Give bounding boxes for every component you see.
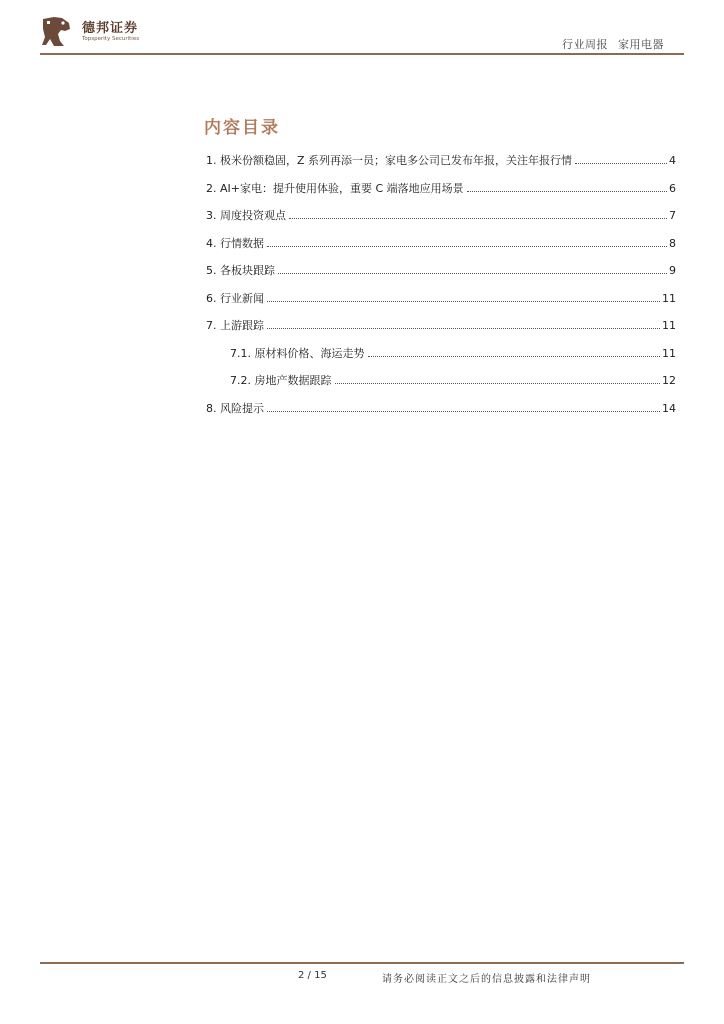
toc-entry-5[interactable] — [206, 262, 676, 290]
toc-entry-7[interactable] — [206, 317, 676, 345]
toc-entry-label: 5. 各板块跟踪 — [206, 264, 275, 277]
logo-company-name-en: Topsperity Securities — [82, 36, 140, 42]
toc-entry-4[interactable] — [206, 235, 676, 263]
dot-leader — [335, 383, 661, 384]
dot-leader — [267, 411, 660, 412]
toc-entry-label: 7. 上游跟踪 — [206, 319, 264, 332]
dot-leader — [278, 273, 667, 274]
toc-entry-6[interactable] — [206, 290, 676, 318]
toc-entry-page: 4 — [669, 154, 676, 167]
toc-entry-page: 8 — [669, 236, 676, 250]
page-indicator: 2 / 15 — [298, 970, 327, 981]
toc-entry-label: 7.1. 原材料价格、海运走势 — [230, 346, 365, 360]
toc-entry-page: 11 — [662, 291, 676, 305]
toc-entry-page: 11 — [662, 319, 676, 332]
toc-entry-7-1[interactable] — [206, 345, 676, 373]
dot-leader — [267, 246, 667, 247]
toc-entry-1[interactable] — [206, 152, 676, 180]
sector-name: 家用电器 — [618, 38, 664, 51]
dot-leader — [267, 301, 660, 302]
report-category — [562, 36, 664, 52]
toc-entry-page: 6 — [669, 181, 676, 195]
toc-entry-page: 11 — [662, 346, 676, 360]
table-of-contents — [206, 152, 676, 427]
toc-entry-label: 4. 行情数据 — [206, 236, 264, 250]
toc-entry-page: 12 — [662, 374, 676, 387]
report-type: 行业周报 — [562, 38, 608, 51]
toc-entry-label: 3. 周度投资观点 — [206, 209, 286, 222]
dot-leader — [467, 191, 667, 192]
toc-entry-label: 6. 行业新闻 — [206, 291, 264, 305]
toc-entry-8[interactable] — [206, 400, 676, 428]
dot-leader — [575, 163, 667, 164]
dot-leader — [368, 356, 661, 357]
dot-leader — [289, 218, 667, 219]
toc-entry-3[interactable] — [206, 207, 676, 235]
toc-entry-7-2[interactable] — [206, 372, 676, 400]
toc-entry-page: 9 — [669, 264, 676, 277]
legal-disclaimer: 请务必阅读正文之后的信息披露和法律声明 — [382, 974, 591, 985]
logo-company-name: 德邦证券 — [82, 21, 139, 36]
toc-entry-2[interactable] — [206, 180, 676, 208]
toc-entry-label: 1. 极米份额稳固，Z 系列再添一员；家电多公司已发布年报，关注年报行情 — [206, 154, 573, 167]
toc-entry-label: 2. AI+家电：提升使用体验，重要 C 端落地应用场景 — [206, 181, 464, 195]
dog-logo-icon — [40, 15, 72, 49]
toc-entry-page: 7 — [669, 209, 676, 222]
company-logo — [40, 15, 140, 51]
toc-entry-label: 8. 风险提示 — [206, 401, 264, 415]
header-divider — [40, 53, 684, 55]
footer-divider — [40, 962, 684, 964]
dot-leader — [267, 328, 660, 329]
toc-entry-label: 7.2. 房地产数据跟踪 — [230, 374, 332, 387]
toc-title: 内容目录 — [204, 118, 280, 138]
toc-entry-page: 14 — [662, 401, 676, 415]
